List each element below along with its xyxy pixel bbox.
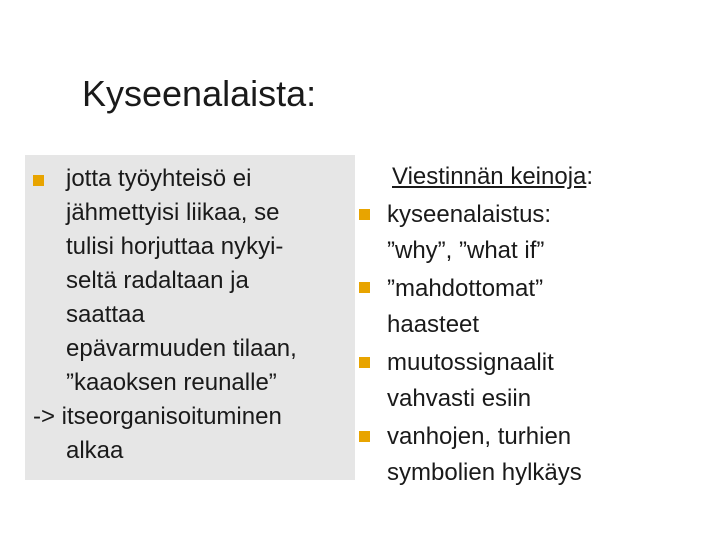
left-line: epävarmuuden tilaan,	[66, 335, 297, 362]
left-line: jähmettyisi liikaa, se	[66, 199, 280, 226]
right-item-line: muutossignaalit	[387, 349, 554, 376]
right-heading-colon: :	[586, 163, 594, 190]
right-heading	[392, 162, 593, 192]
right-item-line: symbolien hylkäys	[387, 459, 582, 486]
left-line: saattaa	[66, 301, 145, 328]
slide-title: Kyseenalaista:	[82, 73, 317, 114]
right-item-line: ”mahdottomat”	[387, 275, 544, 302]
left-line: seltä radaltaan ja	[66, 267, 249, 294]
right-bullet-icon	[359, 357, 370, 368]
right-item-line: ”why”, ”what if”	[387, 237, 545, 264]
left-line: tulisi horjuttaa nykyi-	[66, 233, 284, 260]
right-item-line: haasteet	[387, 311, 480, 338]
right-item-line: kyseenalaistus:	[387, 201, 552, 228]
left-line: jotta työyhteisö ei	[66, 165, 252, 192]
right-heading-text: Viestinnän keinoja	[392, 163, 587, 190]
right-bullet-icon	[359, 209, 370, 220]
right-bullet-icon	[359, 431, 370, 442]
right-item-line: vahvasti esiin	[387, 385, 532, 412]
left-line: ”kaaoksen reunalle”	[66, 369, 277, 396]
right-bullet-icon	[359, 282, 370, 293]
right-item-line: vanhojen, turhien	[387, 423, 572, 450]
left-bullet-icon	[33, 175, 44, 186]
left-line: -> itseorganisoituminen	[33, 403, 282, 430]
left-line: alkaa	[66, 437, 124, 464]
